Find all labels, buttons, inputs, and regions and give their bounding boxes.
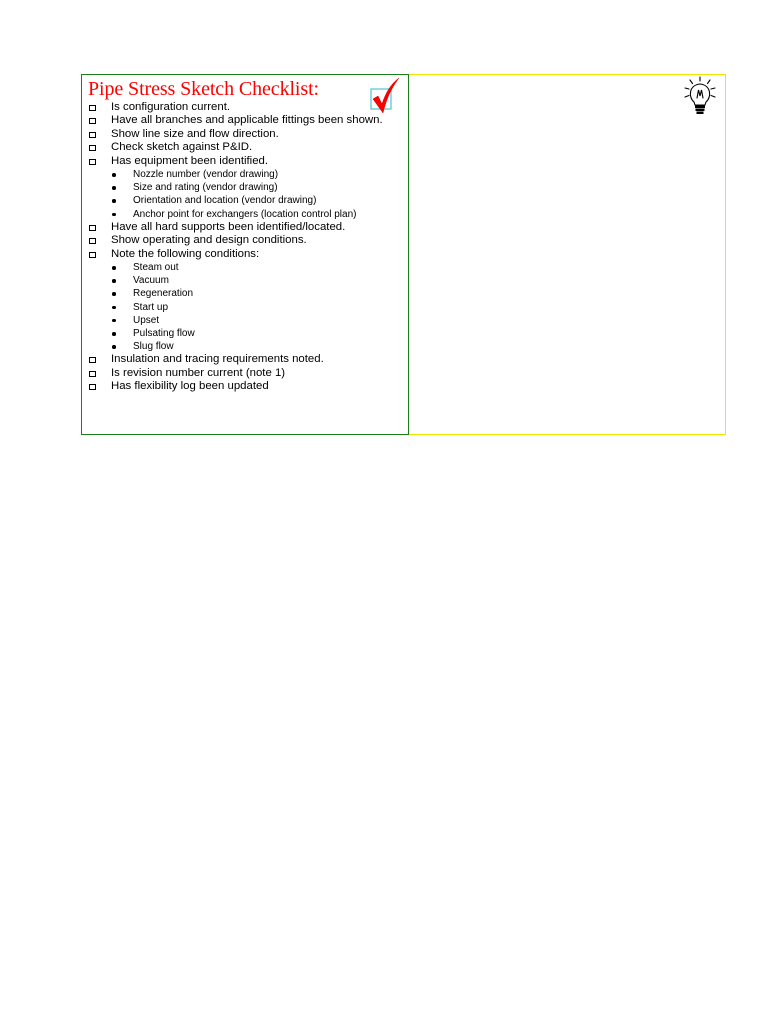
checklist-item [82,141,408,154]
checklist-item-text: Check sketch against P&ID. [111,141,253,154]
checklist-item [82,101,408,114]
checklist-subitem [82,314,408,327]
checklist-subitem [82,194,408,207]
checkbox-icon [89,252,96,258]
checkbox-icon [89,357,96,363]
checklist-subitem [82,168,408,181]
checklist-items [82,101,408,394]
checklist-subitem-text: Size and rating (vendor drawing) [133,182,278,194]
checklist-item-text: Have all branches and applicable fittings been shown. [111,114,383,127]
checklist-subitem-text: Anchor point for exchangers (location control plan) [133,208,357,220]
checklist-subitem [82,327,408,340]
checklist-subitem-text: Orientation and location (vendor drawing) [133,195,317,207]
checklist-subitem [82,274,408,287]
checklist-item [82,367,408,380]
checklist-item-text: Have all hard supports been identified/located. [111,220,346,233]
bullet-icon [112,186,116,190]
checklist-item-text: Is revision number current (note 1) [111,366,286,379]
checklist-item [82,248,408,261]
checklist-item-text: Has flexibility log been updated [111,380,269,393]
checklist-subitem-text: Regeneration [133,288,194,300]
checklist-table [81,74,728,436]
checklist-subitem-text: Steam out [133,262,179,274]
checklist-subitem-text: Nozzle number (vendor drawing) [133,169,279,181]
checkbox-icon [89,238,96,244]
checklist-subitem-text: Start up [133,301,169,313]
checkbox-icon [89,225,96,231]
checklist-subitem [82,208,408,221]
checklist-item [82,353,408,366]
checkbox-icon [89,159,96,165]
checklist-item-text: Show line size and flow direction. [111,127,279,140]
bullet-icon [112,292,116,296]
checklist-subitem-text: Upset [133,314,160,326]
checklist-title: Pipe Stress Sketch Checklist: [88,78,319,100]
bullet-icon [112,345,116,349]
checkbox-icon [89,145,96,151]
checklist-subitem [82,287,408,300]
bullet-icon [112,199,116,203]
checklist-subitem-text: Vacuum [133,275,169,287]
bullet-icon [112,266,116,270]
checklist-item [82,114,408,127]
bullet-icon [112,306,116,310]
checkbox-icon [89,384,96,390]
notes-cell [409,74,726,435]
checklist-subitem [82,261,408,274]
bullet-icon [112,279,116,283]
checklist-subitem [82,301,408,314]
bullet-icon [112,213,116,217]
checkbox-icon [89,132,96,138]
checklist-item [82,155,408,168]
checklist-item [82,128,408,141]
checklist-item-text: Has equipment been identified. [111,154,269,167]
checkbox-icon [89,105,96,111]
bullet-icon [112,319,116,323]
checkbox-icon [89,118,96,124]
bullet-icon [112,332,116,336]
checkbox-icon [89,371,96,377]
lightbulb-icon [683,76,717,116]
checklist-item-text: Insulation and tracing requirements noted. [111,353,324,366]
checklist-item [82,380,408,393]
checklist-item-text: Show operating and design conditions. [111,234,307,247]
checklist-subitem [82,340,408,353]
checklist-subitem [82,181,408,194]
checklist-subitem-text: Slug flow [133,341,174,353]
checklist-item [82,221,408,234]
checklist-item-text: Note the following conditions: [111,247,260,260]
bullet-icon [112,173,116,177]
checklist-cell [81,74,409,435]
checklist-item-text: Is configuration current. [111,101,231,113]
checklist-subitem-text: Pulsating flow [133,328,195,340]
checklist-item [82,234,408,247]
